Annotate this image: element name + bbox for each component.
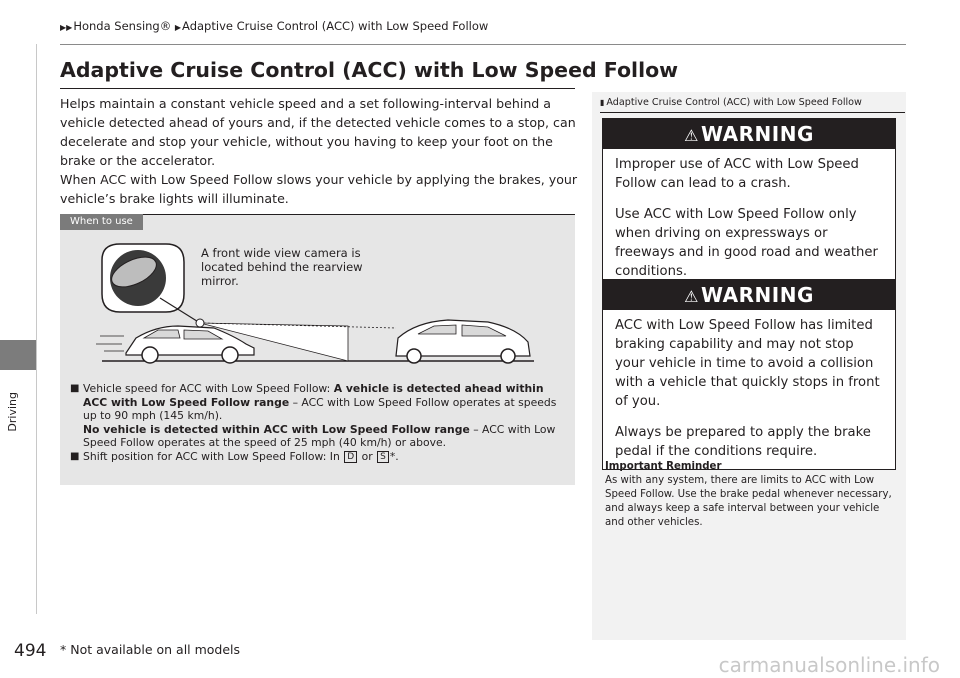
- page-number: 494: [14, 641, 47, 661]
- bullet-1-condition-b: No vehicle is detected within ACC with Low Speed Follow range: [83, 422, 470, 436]
- warning-1-paragraph-1: Improper use of ACC with Low Speed Follow can lead to a crash.: [615, 157, 859, 191]
- warning-1-paragraph-2: Use ACC with Low Speed Follow only when driving on expressways or freeways and in good road and weather conditions.: [615, 207, 878, 279]
- intro-paragraph-2: When ACC with Low Speed Follow slows your vehicle by applying the brakes, your vehicle’s brake lights will illuminate.: [60, 172, 578, 206]
- breadcrumb: [60, 19, 488, 33]
- warning-box-1: [602, 118, 896, 290]
- title-rule: [60, 88, 575, 89]
- gear-s-keycap: S: [377, 451, 389, 463]
- intro-paragraph-1: Helps maintain a constant vehicle speed and a set following-interval behind a vehicle detected ahead of yours and, if the detected vehicle comes to a stop, can decelerate and stop your vehicle, without you having to keep your foot on the brake or the accelerator.: [60, 96, 576, 168]
- asterisk-note: *.: [389, 449, 399, 463]
- camera-caption: A front wide view camera is located behind the rearview mirror.: [201, 246, 363, 288]
- gear-d-keycap: D: [344, 451, 357, 463]
- conditions-list: [70, 382, 565, 463]
- warning-header: ⚠ WARNING: [603, 280, 895, 310]
- bullet-1-lead: Vehicle speed for ACC with Low Speed Follow:: [83, 382, 334, 395]
- warning-2-paragraph-2: Always be prepared to apply the brake pedal if the conditions require.: [615, 425, 871, 459]
- warning-header: ⚠ WARNING: [603, 119, 895, 149]
- page-title: Adaptive Cruise Control (ACC) with Low Speed Follow: [60, 58, 679, 82]
- sidebar-rule: [600, 112, 905, 113]
- watermark: carmanualsonline.info: [718, 653, 940, 677]
- important-reminder: [605, 460, 895, 530]
- warning-box-2: [602, 279, 896, 470]
- list-item: [70, 450, 565, 464]
- vehicle-ahead: [396, 320, 530, 363]
- breadcrumb-arrow-icon: ▶: [174, 23, 182, 32]
- sidebar-heading: ▮ Adaptive Cruise Control (ACC) with Low Speed Follow: [600, 97, 862, 108]
- side-divider: [36, 44, 37, 614]
- when-to-use-tab: When to use: [60, 214, 143, 230]
- bullet-square-icon: ■: [70, 383, 80, 394]
- reminder-text: As with any system, there are limits to ACC with Low Speed Follow. Use the brake pedal whenever necessary, and always keep a safe interval between your vehicle and other vehicles.: [605, 475, 892, 528]
- bullet-1-text-b: – ACC with Low Speed Follow operates at the speed of 25 mph (40 km/h) or above.: [83, 422, 556, 449]
- breadcrumb-topic[interactable]: Adaptive Cruise Control (ACC) with Low Speed Follow: [182, 19, 489, 33]
- chapter-tab-label: Driving: [6, 392, 19, 432]
- warning-2-paragraph-1: ACC with Low Speed Follow has limited braking capability and may not stop your vehicle in time to avoid a collision with a vehicle that quickly stops in front of you.: [615, 318, 880, 409]
- or-text: or: [358, 449, 377, 463]
- list-item: [70, 382, 565, 450]
- reminder-title: Important Reminder: [605, 461, 722, 472]
- header-rule: [60, 44, 906, 45]
- bullet-1-text-a: – ACC with Low Speed Follow operates at speeds up to 90 mph (145 km/h).: [83, 395, 557, 422]
- footnote: * Not available on all models: [60, 642, 241, 657]
- bullet-1-condition-a: A vehicle is detected ahead within ACC with Low Speed Follow range: [83, 382, 544, 409]
- breadcrumb-arrow-icon: ▶▶: [60, 23, 73, 32]
- warning-triangle-icon: ⚠: [684, 126, 699, 145]
- bullet-2-lead: Shift position for ACC with Low Speed Follow: In: [83, 449, 344, 463]
- chapter-tab[interactable]: [0, 340, 36, 370]
- bullet-square-icon: ■: [70, 450, 80, 462]
- warning-triangle-icon: ⚠: [684, 287, 699, 306]
- breadcrumb-section[interactable]: Honda Sensing®: [73, 19, 172, 33]
- intro-text: [60, 94, 580, 208]
- reference-icon: ▮: [600, 98, 605, 107]
